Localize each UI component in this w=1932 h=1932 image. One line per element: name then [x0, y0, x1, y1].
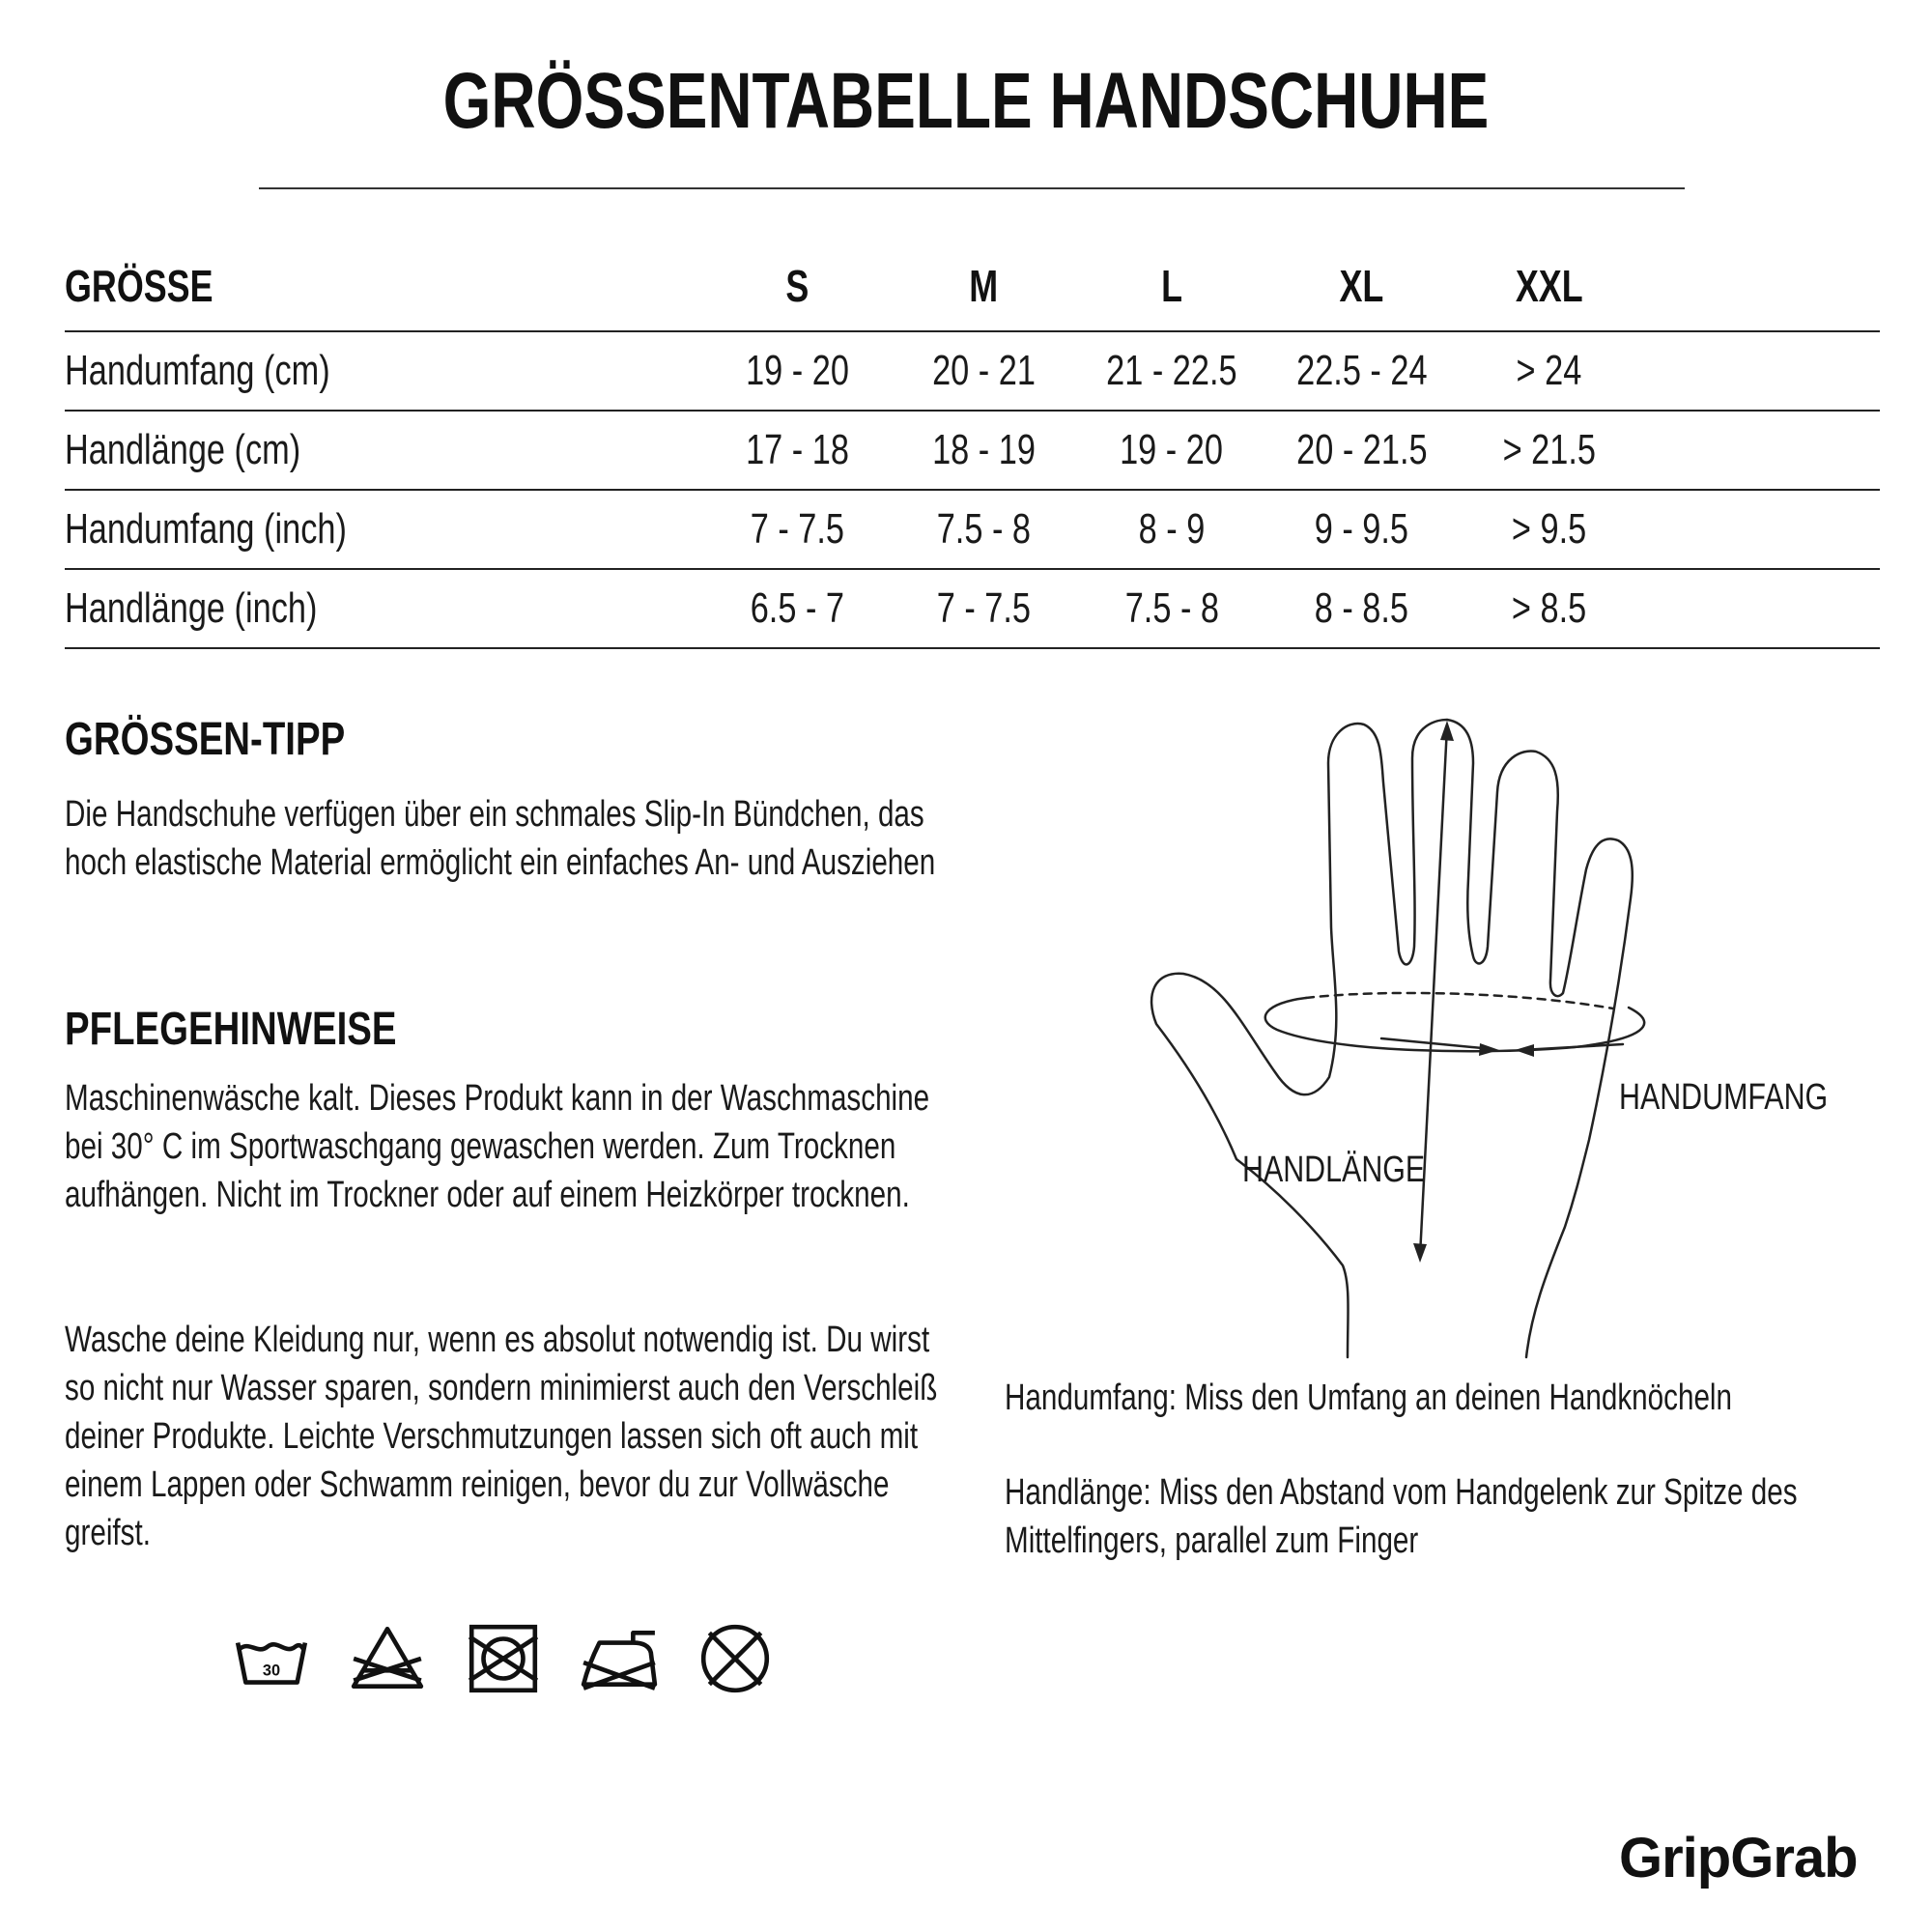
circumference-ellipse-front — [1265, 998, 1644, 1051]
table-cell: 20 - 21 — [891, 331, 1077, 411]
table-cell: > 21.5 — [1457, 411, 1641, 490]
circumference-note: Handumfang: Miss den Umfang an deinen Handknöcheln — [1005, 1378, 1733, 1418]
care-text-1: Maschinenwäsche kalt. Dieses Produkt kann in der Waschmaschine bei 30° C im Sportwaschgang gewaschen werden. Zum Trocknen aufhängen. Nicht im Trockner oder auf einem Heizkörper trocknen. — [65, 1078, 930, 1215]
table-cell: 19 - 20 — [1076, 411, 1266, 490]
table-row — [65, 569, 1880, 648]
handumfang-label: HANDUMFANG — [1619, 1077, 1829, 1118]
size-header-s: S — [704, 242, 891, 331]
size-tip-heading: GRÖSSEN-TIPP — [65, 714, 346, 765]
length-arrow-head-top — [1440, 721, 1454, 741]
size-column-header: GRÖSSE — [65, 242, 704, 331]
table-cell: > 24 — [1457, 331, 1641, 411]
page-title: GRÖSSENTABELLE HANDSCHUHE — [442, 57, 1490, 145]
size-table — [65, 242, 1880, 649]
table-cell: 17 - 18 — [704, 411, 891, 490]
row-label: Handlänge (inch) — [65, 569, 704, 648]
hand-diagram — [1140, 705, 1835, 1362]
table-header-row — [65, 242, 1880, 331]
table-spacer-cell — [1641, 331, 1880, 411]
care-icons — [232, 1619, 775, 1698]
table-row — [65, 411, 1880, 490]
handlaenge-label: HANDLÄNGE — [1242, 1150, 1426, 1190]
row-label: Handlänge (cm) — [65, 411, 704, 490]
table-cell: 8 - 9 — [1076, 490, 1266, 569]
table-cell: > 9.5 — [1457, 490, 1641, 569]
table-cell: 9 - 9.5 — [1266, 490, 1457, 569]
no-bleach-icon — [348, 1619, 427, 1698]
care-text-2: Wasche deine Kleidung nur, wenn es absolut notwendig ist. Du wirst so nicht nur Wasser sparen, sondern minimierst auch den Verschleiß deiner Produkte. Leichte Verschmutzungen lassen sich oft auch mit einem Lappen oder Schwamm reinigen, bevor du zur Vollwäsche greifst. — [65, 1320, 938, 1553]
table-cell: 7 - 7.5 — [891, 569, 1077, 648]
table-cell: 22.5 - 24 — [1266, 331, 1457, 411]
table-spacer-cell — [1641, 242, 1880, 331]
wash-temperature-label: 30 — [262, 1662, 281, 1680]
care-heading: PFLEGEHINWEISE — [65, 1004, 397, 1055]
table-cell: 8 - 8.5 — [1266, 569, 1457, 648]
table-cell: 20 - 21.5 — [1266, 411, 1457, 490]
circumference-arrow-left — [1381, 1038, 1492, 1049]
circumference-arrow-head-right — [1515, 1044, 1534, 1057]
no-tumble-dry-icon — [464, 1619, 543, 1698]
size-header-xl: XL — [1266, 242, 1457, 331]
brand-logo: GripGrab — [1619, 1827, 1858, 1889]
circumference-ellipse-back — [1306, 993, 1613, 1009]
length-note: Handlänge: Miss den Abstand vom Handgelenk zur Spitze des Mittelfingers, parallel zum Finger — [1005, 1472, 1798, 1561]
table-cell: > 8.5 — [1457, 569, 1641, 648]
table-cell: 7 - 7.5 — [704, 490, 891, 569]
circumference-arrow-head-left — [1479, 1043, 1499, 1056]
table-row — [65, 331, 1880, 411]
table-row — [65, 490, 1880, 569]
table-spacer-cell — [1641, 411, 1880, 490]
table-cell: 21 - 22.5 — [1076, 331, 1266, 411]
table-spacer-cell — [1641, 569, 1880, 648]
wash-30-icon — [232, 1619, 311, 1698]
table-cell: 6.5 - 7 — [704, 569, 891, 648]
no-dry-clean-icon — [696, 1619, 775, 1698]
no-iron-icon — [580, 1619, 659, 1698]
table-cell: 18 - 19 — [891, 411, 1077, 490]
size-header-l: L — [1076, 242, 1266, 331]
table-cell: 19 - 20 — [704, 331, 891, 411]
length-arrow-head-bottom — [1413, 1243, 1427, 1263]
table-spacer-cell — [1641, 490, 1880, 569]
row-label: Handumfang (inch) — [65, 490, 704, 569]
size-tip-text: Die Handschuhe verfügen über ein schmales Slip-In Bündchen, das hoch elastische Material ermöglicht ein einfaches An- und Ausziehen — [65, 794, 936, 883]
size-header-xxl: XXL — [1457, 242, 1641, 331]
size-header-m: M — [891, 242, 1077, 331]
table-cell: 7.5 - 8 — [891, 490, 1077, 569]
table-cell: 7.5 - 8 — [1076, 569, 1266, 648]
row-label: Handumfang (cm) — [65, 331, 704, 411]
title-divider — [259, 187, 1685, 189]
